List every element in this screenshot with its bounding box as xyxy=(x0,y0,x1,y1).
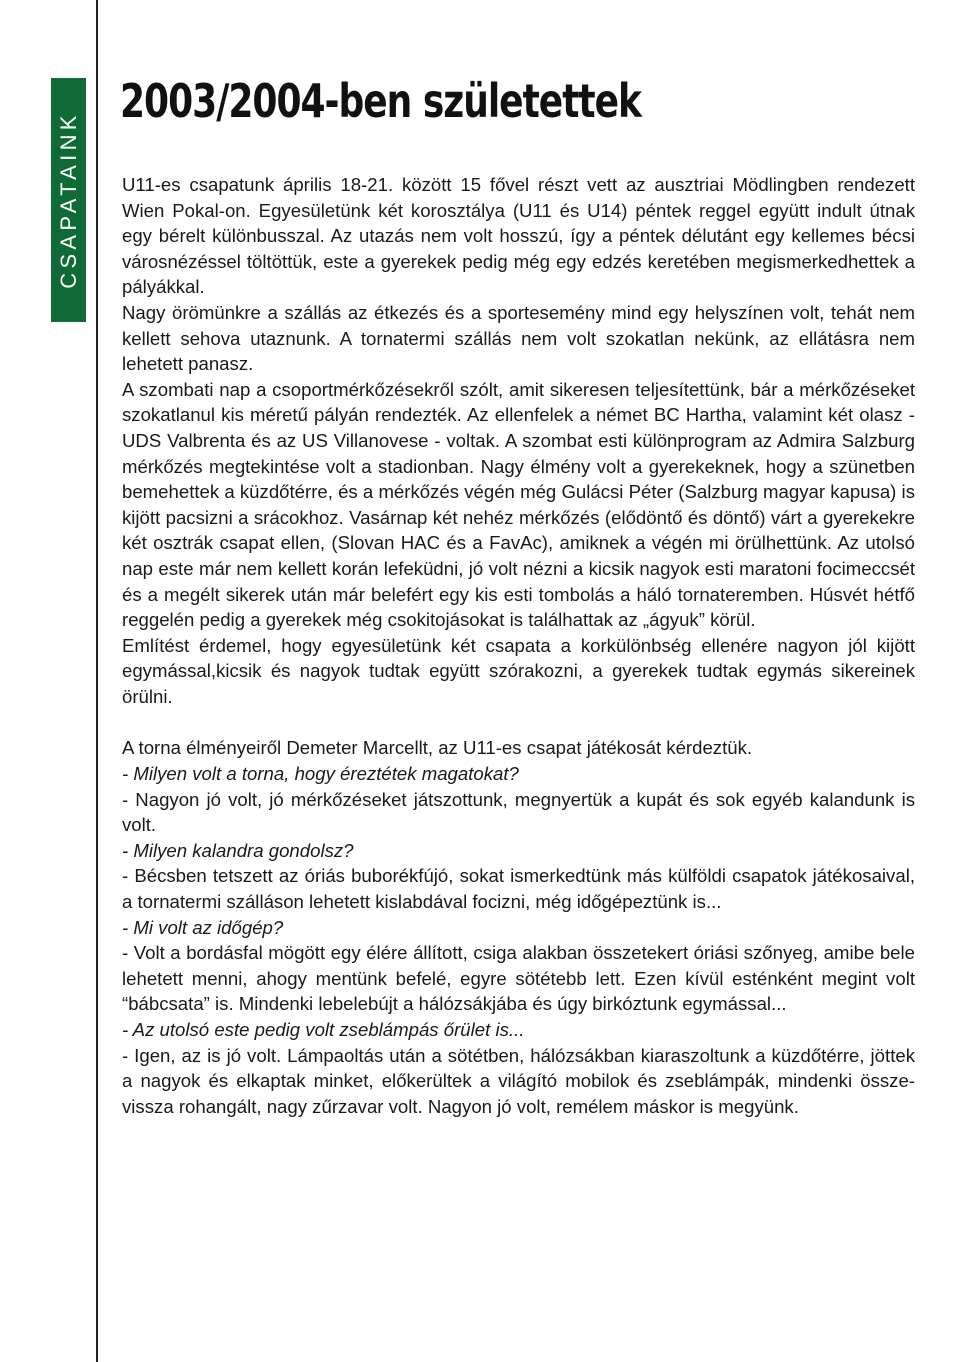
interview-question: - Az utolsó este pedig volt zseblámpás őrület is... xyxy=(122,1019,525,1040)
interview-question: - Milyen kalandra gondolsz? xyxy=(122,839,354,861)
interview-answer: - Igen, az is jó volt. Lámpaoltás után a sötétben, hálózsákban kiaraszoltunk a küzdőtérre, jöttek a nagyok és elkaptak minket, előkerültek a világító mobilok és zseblámpák, mindenki össze-vissza rohangált, nagy zűrzavar volt. Nagyon jó volt, remélem máskor is megyünk. xyxy=(122,1044,915,1117)
interview-answer: - Volt a bordásfal mögött egy élére állított, csiga alakban összetekert óriási szőnyeg, amibe bele lehetett menni, ahogy mentünk befelé, egyre sötétebb lett. Ezen kívül esténként megint volt “bábcsata” is. Mindenki lebelebújt a hálózsákjába és úgy birkóztunk egymással... xyxy=(122,942,915,1015)
page-title: 2003/2004-ben születettek xyxy=(120,76,641,129)
article-paragraph: A szombati nap a csoportmérkőzésekről szólt, amit sikeresen teljesítettünk, bár a mérkőzéseket szokatlanul kis méretű pályán rendezték. Az ellenfelek a német BC Hartha, valamint két olasz - UDS Valbrenta és az US Villanovese - voltak. A szombat esti különprogram az Admira Salzburg mérkőzés megtekintése volt a stadionban. Nagy élmény volt a gyerekeknek, hogy a szünetben bemehettek a küzdőtérre, és a mérkőzés végén még Gulácsi Péter (Salzburg magyar kapusa) is kijött pacsizni a srácokhoz. Vasárnap két nehéz mérkőzés (elődöntő és döntő) várt a gyerekekre két osztrák csapat ellen, (Slovan HAC és a FavAc), amiknek a végén mi örülhettünk. Az utolsó nap este már nem kellett korán lefeküdni, jó volt nézni a kicsik nagyok esti maratoni focimeccsét és a megélt sikerek után már belefért egy kis esti tombolás a háló tornateremben. Húsvét hétfő reggelén pedig a gyerekek még csokitojásokat is találhattak az „ágyuk” körül. xyxy=(122,378,915,631)
article-paragraph: Említést érdemel, hogy egyesületünk két csapata a korkülönbség ellenére nagyon jól kijött egymással,kicsik és nagyok tudtak együtt szórakozni, a gyerekek tudtak egymás sikereinek örülni. xyxy=(122,634,915,707)
margin-rule xyxy=(96,0,98,1362)
interview-intro: A torna élményeiről Demeter Marcellt, az U11-es csapat játékosát kérdeztük. xyxy=(122,737,753,759)
interview-question: - Mi volt az időgép? xyxy=(122,916,284,938)
interview-answer: - Bécsben tetszett az óriás buborékfújó, sokat ismerkedtünk más külföldi csapatok játékosaival, a tornatermi szálláson lehetett kislabdával focizni, még időgépeztünk is... xyxy=(122,865,915,913)
interview-question: - Milyen volt a torna, hogy éreztétek magatokat? xyxy=(122,763,519,785)
section-tab xyxy=(51,78,86,322)
interview-answer: - Nagyon jó volt, jó mérkőzéseket játszottunk, megnyertük a kupát és sok egyéb kalandunk is volt. xyxy=(122,788,915,836)
article-paragraph: Nagy örömünkre a szállás az étkezés és a sportesemény mind egy helyszínen volt, tehát nem kellett sehova utaznunk. A tornatermi szállás nem volt szokatlan nekünk, az ellátásra nem lehetett panasz. xyxy=(122,301,915,375)
article-paragraph: U11-es csapatunk április 18-21. között 15 fővel részt vett az ausztriai Mödlingben rendezett Wien Pokal-on. Egyesületünk két korosztálya (U11 és U14) péntek reggel együtt indult útnak egy bérelt különbusszal. Az utazás nem volt hosszú, így a péntek délutánt egy kellemes bécsi városnézéssel töltöttük, este a gyerekek pedig még egy edzés keretében megismerkedhettek a pályákkal. xyxy=(122,174,915,298)
section-tab-label: CSAPATAINK xyxy=(55,111,81,289)
article-body xyxy=(122,172,915,1119)
